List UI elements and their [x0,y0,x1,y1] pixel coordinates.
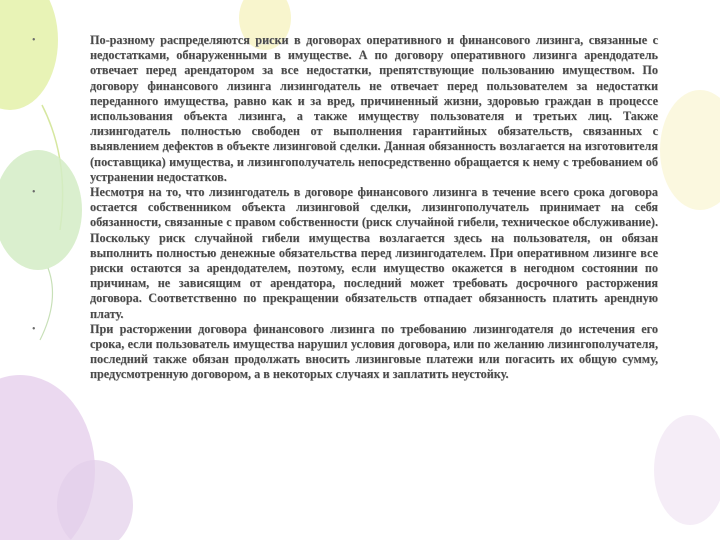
paragraph-text: При расторжении договора финансового лизинга по требованию лизингодателя до истечения его срока, если пользователь имущества нарушил условия договора, или по желанию лизингополучателя, последний также обязан продолжать вносить лизинговые платежи или погасить их общую сумму, предусмотренную договором, а в некоторых случаях и заплатить неустойку. [90,321,658,382]
bullet-icon: • [32,323,36,335]
bullet-icon: • [32,187,36,199]
paragraph-text: По-разному распределяются риски в договорах оперативного и финансового лизинга, связанные с недостатками, обнаруженными в имуществе. А по договору оперативного лизинга арендодатель отвечает перед арендатором за все недостатки, препятствующие пользованию имуществом. По договору финансового лизинга лизингодатель не отвечает перед пользователем за недостатки переданного имущества, равно как и за вред, причиненный жизни, здоровью граждан в процессе использования объекта лизинга, а также имуществу пользователя и третьих лиц. Также лизингодатель полностью свободен от выполнения гарантийных обязательств, связанных с выявлением дефектов в объекте лизинговой сделки. Данная обязанность возлагается на изготовителя (поставщика) имущества, и лизингополучатель непосредственно обращается к нему с требованием об устранении недостатков. [90,33,658,184]
paragraph-2 [28,185,658,322]
paragraph-3 [28,322,658,383]
balloon-lilac-right [654,415,720,525]
balloon-yellow-right [660,90,720,210]
slide-body [28,33,658,383]
bullet-icon: • [32,35,36,46]
paragraph-text: Несмотря на то, что лизингодатель в договоре финансового лизинга в течение всего срока договора остается собственником объекта лизинговой сделки, лизингополучатель принимает на себя обязанности, связанные с правом собственности (риск случайной гибели, техническое обслуживание). Поскольку риск случайной гибели имущества возлагается здесь на пользователя, он обязан выполнить полностью денежные обязательства перед лизингодателем. При оперативном лизинге все риски остаются за арендодателем, поэтому, если имущество окажется в негодном состоянии по причинам, не зависящим от арендатора, последний может требовать досрочного расторжения договора. Соответственно по прекращении обязательств отпадает обязанность платить арендную плату. [90,185,658,321]
paragraph-1 [28,33,658,185]
